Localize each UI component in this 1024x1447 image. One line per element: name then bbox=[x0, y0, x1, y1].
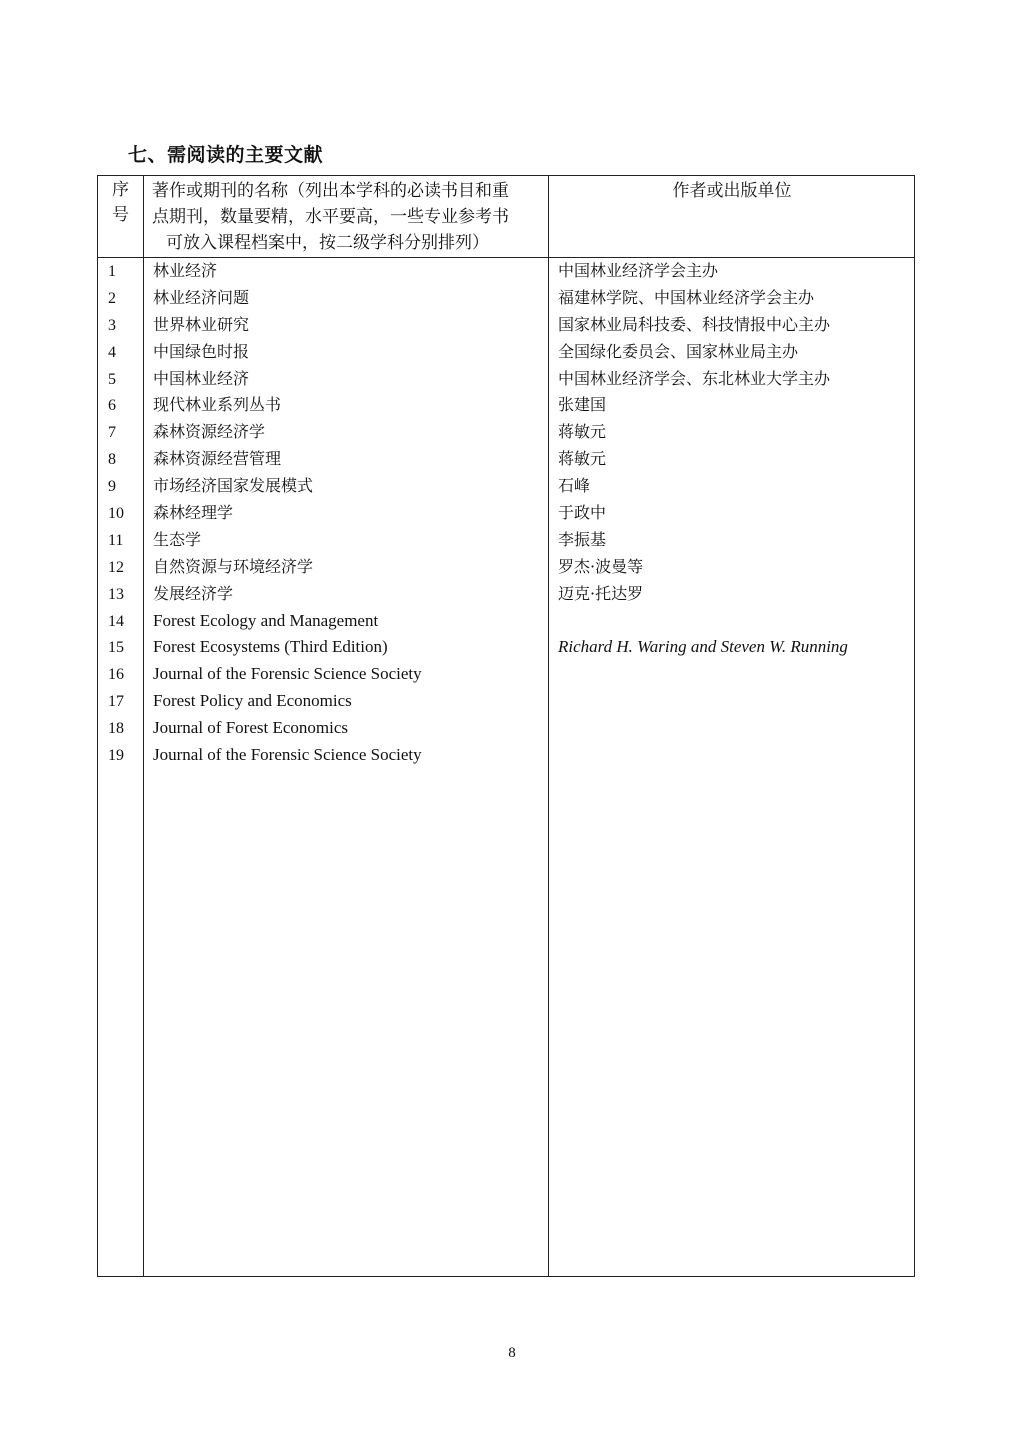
reading-list-table bbox=[97, 175, 915, 1277]
row-seq: 11 bbox=[108, 531, 124, 549]
table-row bbox=[98, 446, 914, 473]
row-author: 中国林业经济学会主办 bbox=[558, 261, 719, 280]
table-row bbox=[98, 634, 914, 661]
row-author: 国家林业局科技委、科技情报中心主办 bbox=[558, 314, 831, 334]
row-title: Forest Ecosystems (Third Edition) bbox=[153, 637, 388, 657]
header-name bbox=[152, 178, 542, 256]
table-row bbox=[98, 258, 914, 285]
row-seq: 1 bbox=[108, 263, 116, 280]
header-seq bbox=[98, 178, 143, 228]
table-row bbox=[98, 473, 914, 500]
row-title: 中国林业经济 bbox=[153, 368, 250, 388]
row-title: 市场经济国家发展模式 bbox=[153, 476, 314, 496]
row-title: Forest Policy and Economics bbox=[153, 691, 352, 711]
header-author: 作者或出版单位 bbox=[672, 181, 792, 201]
row-title: 现代林业系列丛书 bbox=[153, 395, 282, 415]
row-title: Forest Ecology and Management bbox=[153, 610, 379, 630]
row-title: 森林资源经济学 bbox=[153, 422, 266, 442]
page-number: 8 bbox=[508, 1345, 516, 1361]
row-title: 森林资源经营管理 bbox=[153, 449, 282, 469]
row-title: 林业经济 bbox=[153, 261, 218, 280]
table-row bbox=[98, 366, 914, 393]
section-title: 七、需阅读的主要文献 bbox=[128, 144, 324, 166]
row-seq: 19 bbox=[108, 747, 124, 765]
table-row bbox=[98, 527, 914, 554]
row-title: 生态学 bbox=[153, 529, 202, 549]
row-seq: 14 bbox=[108, 612, 124, 630]
table-row bbox=[98, 742, 914, 769]
header-name-line: 著作或期刊的名称（列出本学科的必读书目和重 bbox=[152, 181, 509, 201]
row-author: 福建林学院、中国林业经济学会主办 bbox=[558, 287, 815, 307]
table-row bbox=[98, 554, 914, 581]
row-seq: 18 bbox=[108, 720, 124, 738]
row-seq: 8 bbox=[108, 451, 116, 469]
row-seq: 5 bbox=[108, 370, 116, 388]
row-title: Journal of the Forensic Science Society bbox=[153, 745, 422, 765]
row-seq: 6 bbox=[108, 397, 116, 415]
row-title: 林业经济问题 bbox=[153, 287, 250, 307]
table-row bbox=[98, 715, 914, 742]
row-title: 发展经济学 bbox=[153, 583, 234, 603]
row-author: 于政中 bbox=[558, 503, 607, 523]
row-seq: 9 bbox=[108, 478, 116, 496]
row-seq: 3 bbox=[108, 316, 116, 334]
table-row bbox=[98, 581, 914, 608]
row-seq: 7 bbox=[108, 424, 116, 442]
header-name-line: 点期刊，数量要精，水平要高，一些专业参考书 bbox=[152, 207, 509, 227]
table-row bbox=[98, 339, 914, 366]
row-title: 森林经理学 bbox=[153, 503, 234, 523]
header-name-line: 可放入课程档案中，按二级学科分别排列） bbox=[166, 233, 489, 253]
row-seq: 12 bbox=[108, 558, 124, 576]
row-title: 中国绿色时报 bbox=[153, 341, 250, 361]
table-body bbox=[98, 258, 914, 769]
row-author: 迈克·托达罗 bbox=[558, 583, 644, 603]
table-row bbox=[98, 312, 914, 339]
header-seq-line: 号 bbox=[112, 205, 129, 225]
table-row bbox=[98, 688, 914, 715]
row-title: Journal of the Forensic Science Society bbox=[153, 664, 422, 684]
row-seq: 4 bbox=[108, 343, 116, 361]
table-row bbox=[98, 285, 914, 312]
table-row bbox=[98, 500, 914, 527]
row-seq: 13 bbox=[108, 585, 124, 603]
row-seq: 17 bbox=[108, 693, 124, 711]
row-author: 全国绿化委员会、国家林业局主办 bbox=[558, 341, 799, 361]
row-author: 蒋敏元 bbox=[558, 449, 607, 469]
table-row bbox=[98, 608, 914, 635]
row-title: Journal of Forest Economics bbox=[153, 718, 348, 738]
row-author: 张建国 bbox=[558, 395, 607, 415]
row-author: 罗杰·波曼等 bbox=[558, 556, 644, 576]
row-title: 自然资源与环境经济学 bbox=[153, 556, 314, 576]
row-author: 石峰 bbox=[558, 476, 591, 496]
row-title: 世界林业研究 bbox=[153, 314, 250, 334]
table-row bbox=[98, 419, 914, 446]
row-author: 蒋敏元 bbox=[558, 422, 607, 442]
row-author: 李振基 bbox=[558, 529, 607, 549]
row-seq: 16 bbox=[108, 666, 124, 684]
row-author: 中国林业经济学会、东北林业大学主办 bbox=[558, 368, 831, 388]
row-seq: 10 bbox=[108, 505, 124, 523]
row-seq: 15 bbox=[108, 639, 124, 657]
table-row bbox=[98, 392, 914, 419]
header-seq-line: 序 bbox=[112, 180, 129, 200]
row-seq: 2 bbox=[108, 289, 116, 307]
row-author: Richard H. Waring and Steven W. Running bbox=[558, 637, 848, 657]
table-row bbox=[98, 661, 914, 688]
